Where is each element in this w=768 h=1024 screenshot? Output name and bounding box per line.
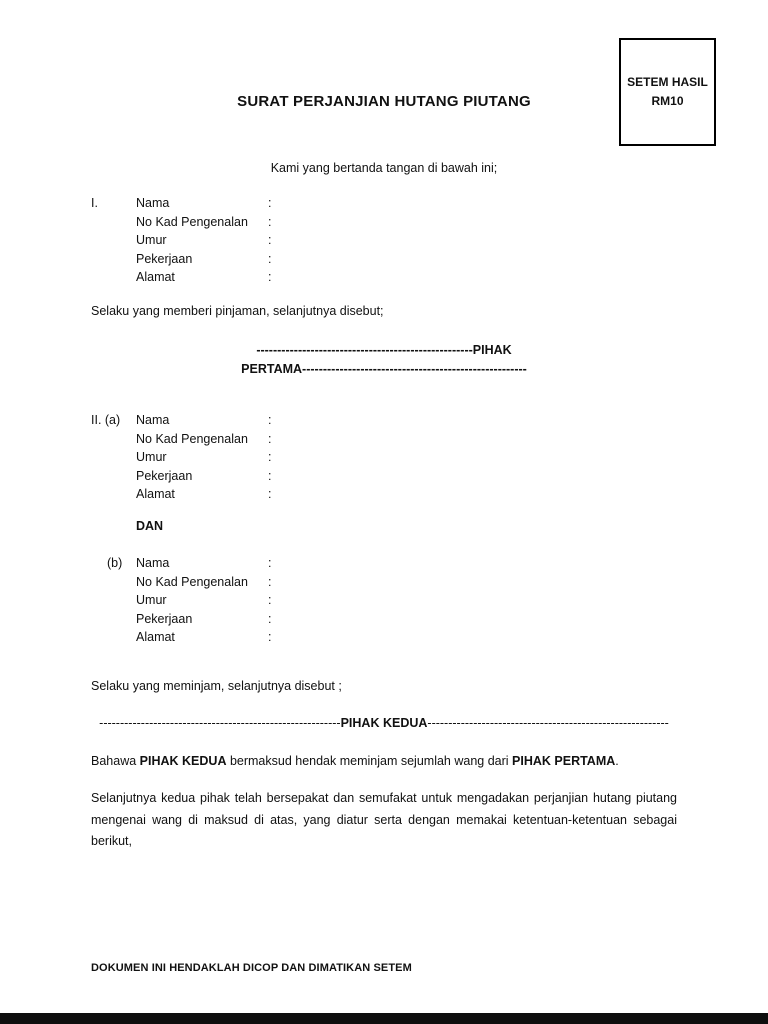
field-colon: : <box>268 593 272 607</box>
field-colon: : <box>268 214 272 229</box>
stamp-duty-box <box>619 38 716 146</box>
field-label: Nama <box>136 413 170 427</box>
pertama-line2 <box>0 360 768 379</box>
field-label: Nama <box>136 556 170 570</box>
field-label: Umur <box>136 233 167 247</box>
party-i-details <box>91 196 271 289</box>
bahawa-text-2: bermaksud hendak meminjam sejumlah wang dari <box>226 754 513 768</box>
field-colon: : <box>268 611 272 626</box>
field-label: Umur <box>136 593 167 607</box>
pihak-pertama-separator <box>0 341 768 379</box>
field-label: No Kad Pengenalan <box>136 574 248 589</box>
dan-label: DAN <box>136 519 164 533</box>
pertama-line2-text: PERTAMA <box>241 362 303 376</box>
field-colon: : <box>268 196 272 210</box>
field-colon: : <box>268 450 272 464</box>
pertama-line1-dashes: ---------------------------------------------------- <box>256 343 473 357</box>
field-colon: : <box>268 233 272 247</box>
field-row <box>91 432 271 451</box>
bahawa-pihak-pertama: PIHAK PERTAMA <box>512 754 616 768</box>
field-row <box>91 612 271 631</box>
intro-line: Kami yang bertanda tangan di bawah ini; <box>270 161 498 175</box>
bahawa-pihak-kedua: PIHAK KEDUA <box>139 754 227 768</box>
field-label: No Kad Pengenalan <box>136 214 248 229</box>
kedua-label: PIHAK KEDUA <box>340 716 428 730</box>
pihak-kedua-separator <box>0 716 768 730</box>
field-row <box>91 413 271 432</box>
field-label: No Kad Pengenalan <box>136 431 248 446</box>
field-label: Alamat <box>136 270 175 284</box>
field-label: Pekerjaan <box>136 251 193 266</box>
lender-clause: Selaku yang memberi pinjaman, selanjutnya disebut; <box>91 304 384 318</box>
field-colon: : <box>268 251 272 266</box>
bahawa-sentence <box>91 754 619 768</box>
field-row <box>91 270 271 289</box>
borrower-clause: Selaku yang meminjam, selanjutnya disebut ; <box>91 679 342 693</box>
field-row <box>91 575 271 594</box>
field-row <box>91 556 271 575</box>
field-row <box>91 450 271 469</box>
field-row <box>91 233 271 252</box>
party-ii-a-details <box>91 413 271 506</box>
field-colon: : <box>268 630 272 644</box>
field-colon: : <box>268 413 272 427</box>
field-row <box>91 469 271 488</box>
field-colon: : <box>268 556 272 570</box>
field-row <box>91 593 271 612</box>
footer-note: DOKUMEN INI HENDAKLAH DICOP DAN DIMATIKAN SETEM <box>91 962 412 974</box>
field-colon: : <box>268 468 272 483</box>
pertama-line1 <box>0 341 768 360</box>
field-colon: : <box>268 270 272 284</box>
pertama-line1-text: PIHAK <box>472 343 512 357</box>
field-label: Pekerjaan <box>136 611 193 626</box>
field-row <box>91 215 271 234</box>
field-row <box>91 630 271 649</box>
section-numeral: II. (a) <box>91 413 121 427</box>
section-numeral: (b) <box>107 556 123 570</box>
field-label: Alamat <box>136 487 175 501</box>
field-label: Pekerjaan <box>136 468 193 483</box>
field-colon: : <box>268 431 272 446</box>
field-row <box>91 196 271 215</box>
field-colon: : <box>268 487 272 501</box>
field-row <box>91 487 271 506</box>
pertama-line2-dashes: ------------------------------------------------------ <box>302 362 527 376</box>
field-colon: : <box>268 574 272 589</box>
field-label: Nama <box>136 196 170 210</box>
stamp-box-line2: RM10 <box>651 94 684 108</box>
kedua-left-dashes: ---------------------------------------------------------- <box>99 716 341 730</box>
bottom-edge-bar <box>0 1013 768 1024</box>
document-title: SURAT PERJANJIAN HUTANG PIUTANG <box>237 93 531 110</box>
bahawa-text-3: . <box>615 754 619 768</box>
body-paragraph: Selanjutnya kedua pihak telah bersepakat dan semufakat untuk mengadakan perjanjian hutang piutang mengenai wang di maksud di atas, yang diatur serta dengan memakai ketentuan-ketentuan sebagai berikut, <box>91 791 677 848</box>
kedua-right-dashes: ---------------------------------------------------------- <box>427 716 669 730</box>
field-label: Alamat <box>136 630 175 644</box>
bahawa-text-1: Bahawa <box>91 754 140 768</box>
field-label: Umur <box>136 450 167 464</box>
stamp-box-line1: SETEM HASIL <box>627 75 708 89</box>
party-b-details <box>91 556 271 649</box>
field-row <box>91 252 271 271</box>
section-numeral: I. <box>91 196 98 210</box>
